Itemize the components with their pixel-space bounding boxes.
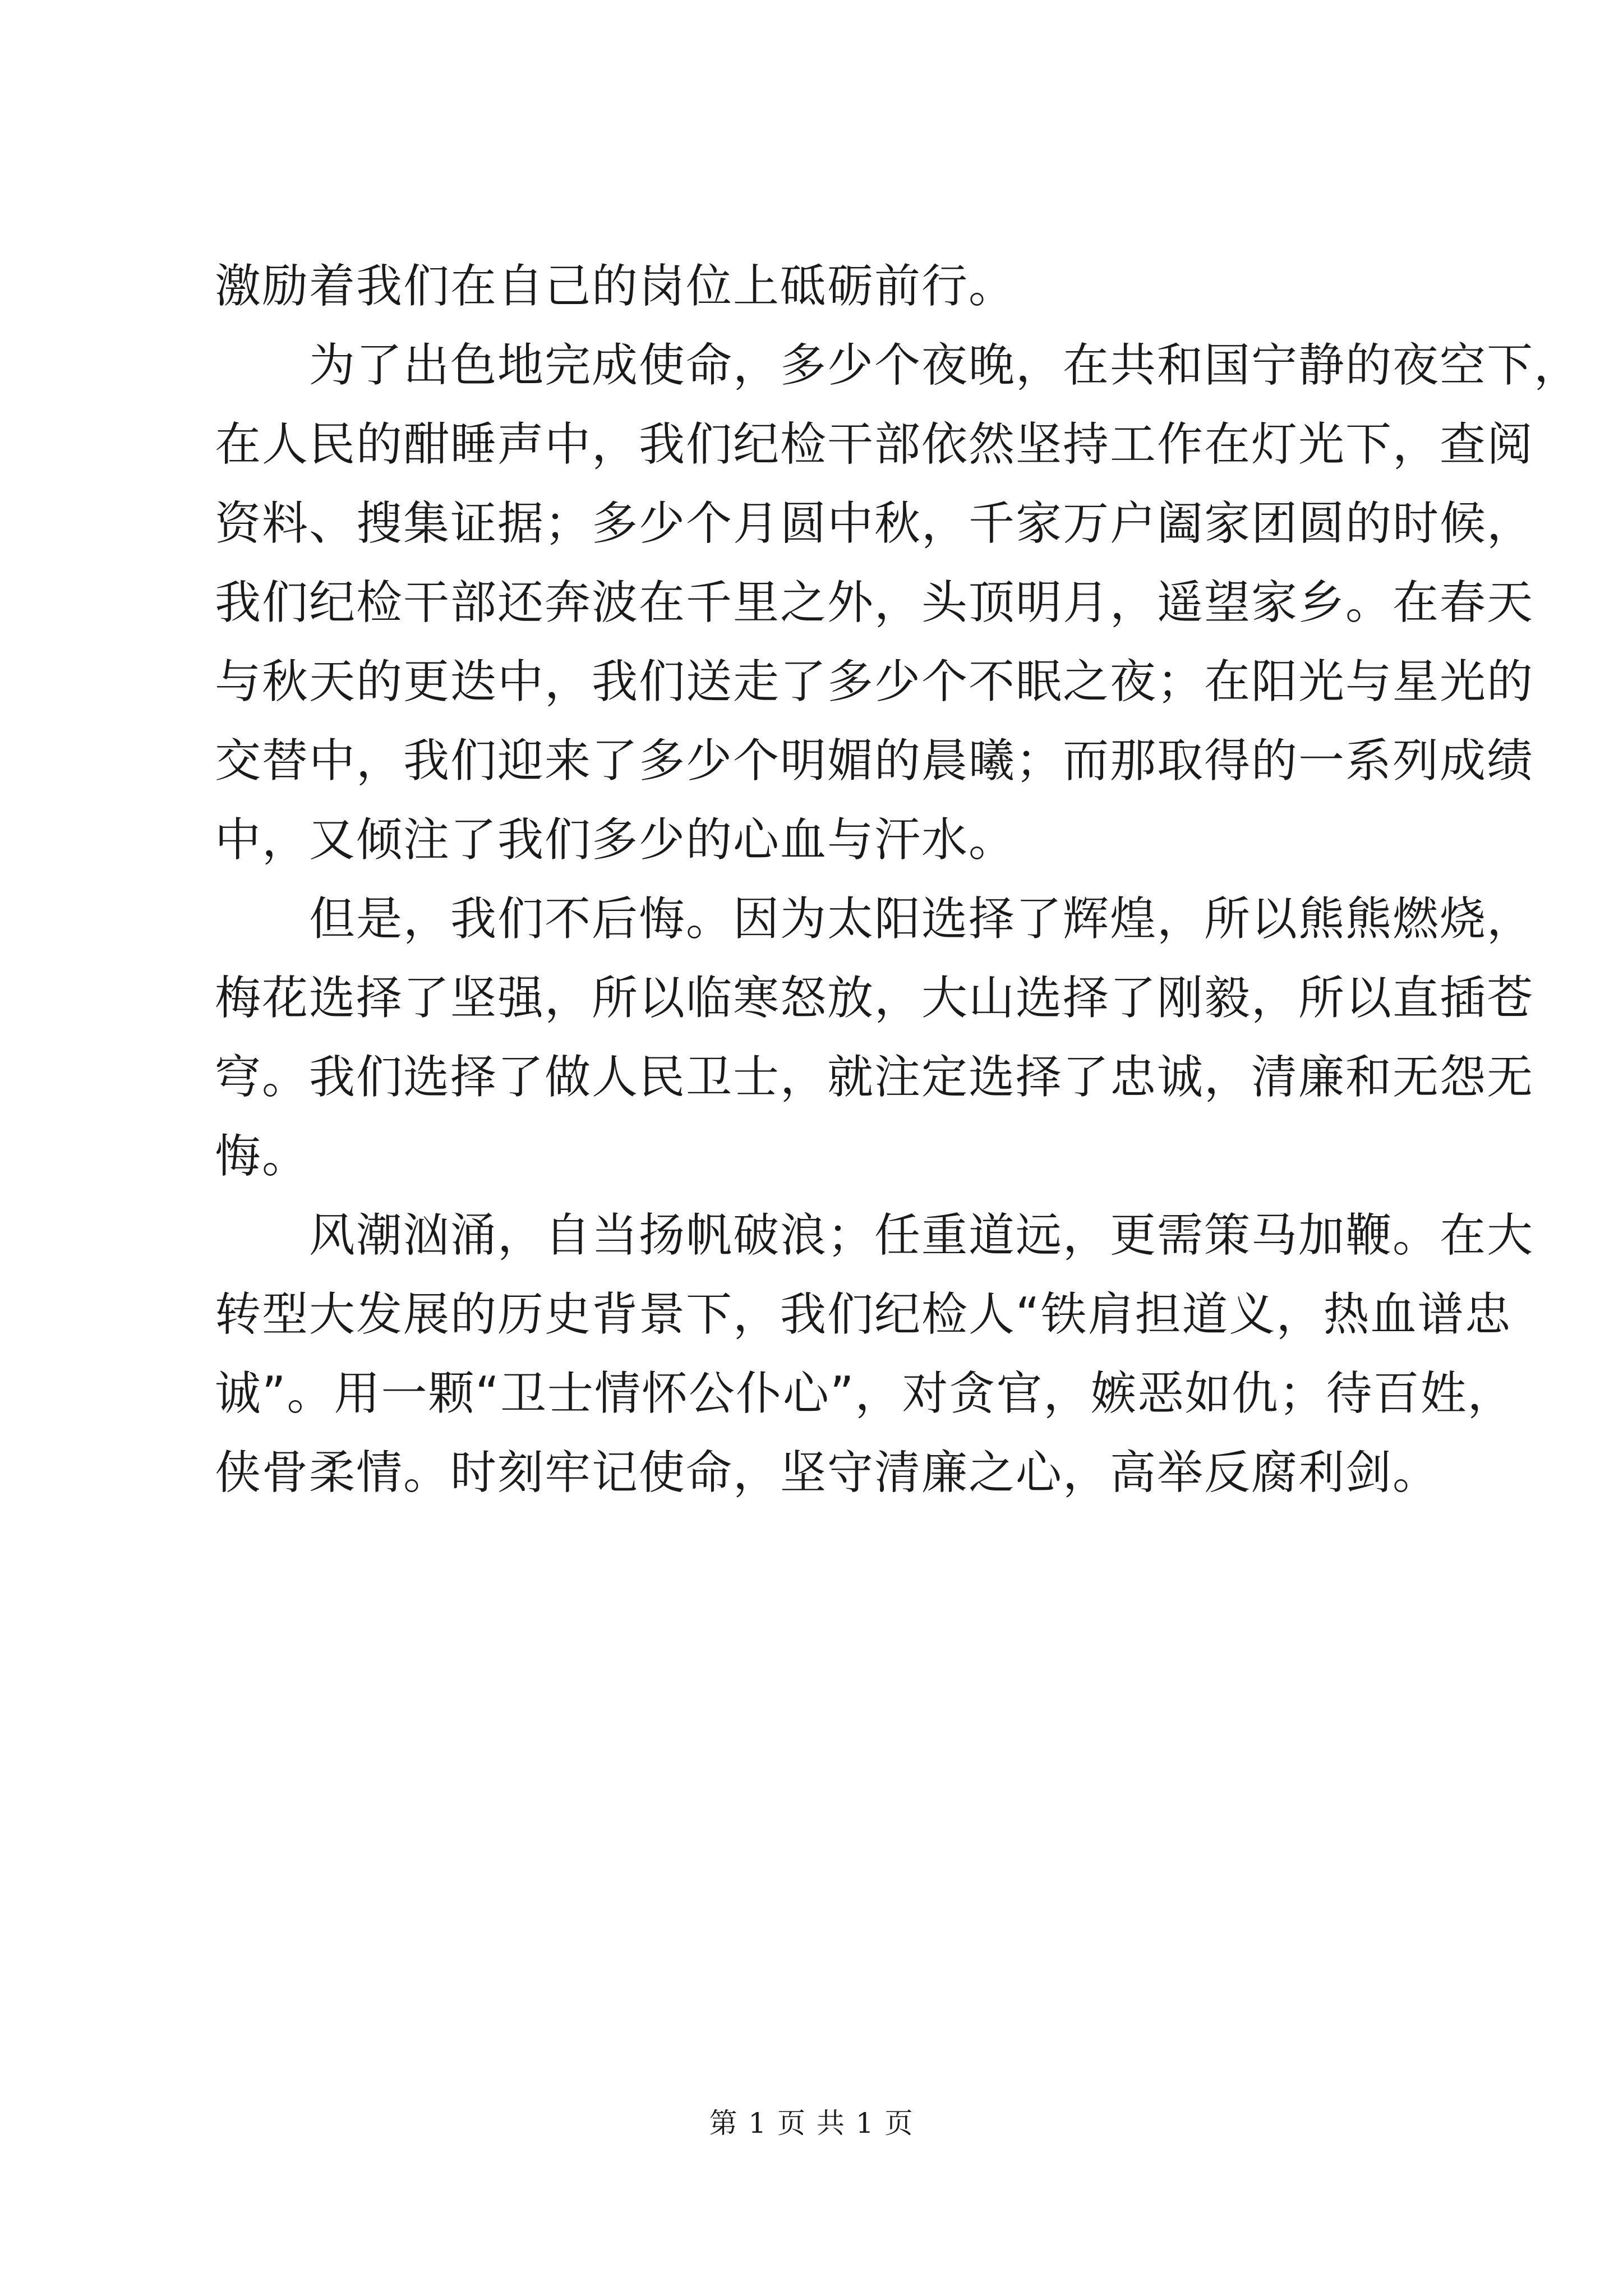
body-text: [215, 247, 1581, 1512]
page-number-footer: 第 1 页 共 1 页: [709, 2107, 914, 2139]
text-line: 资料、搜集证据；多少个月圆中秋，千家万户阖家团圆的时候，: [215, 497, 1534, 550]
text-line: 梅花选择了坚强，所以临寒怒放，大山选择了刚毅，所以直插苍: [215, 972, 1534, 1025]
text-line: 悔。: [215, 1130, 310, 1183]
text-line: 穹。我们选择了做人民卫士，就注定选择了忠诚，清廉和无怨无: [215, 1051, 1534, 1104]
text-line: 交替中，我们迎来了多少个明媚的晨曦；而那取得的一系列成绩: [215, 734, 1534, 788]
text-line: 转型大发展的历史背景下，我们纪检人“铁肩担道义，热血谱忠: [215, 1288, 1512, 1341]
text-line: 诚”。用一颗“卫士情怀公仆心”，对贪官，嫉恶如仇；待百姓，: [215, 1367, 1515, 1420]
text-line: 但是，我们不后悔。因为太阳选择了辉煌，所以熊熊燃烧，: [215, 892, 1534, 946]
text-line: 侠骨柔情。时刻牢记使命，坚守清廉之心，高举反腐利剑。: [215, 1446, 1440, 1499]
text-line: 风潮汹涌，自当扬帆破浪；任重道远，更需策马加鞭。在大: [215, 1209, 1534, 1262]
text-line: 在人民的酣睡声中，我们纪检干部依然坚持工作在灯光下，查阅: [215, 418, 1534, 471]
text-line: 中，又倾注了我们多少的心血与汗水。: [215, 813, 1016, 867]
text-line: 为了出色地完成使命，多少个夜晚，在共和国宁静的夜空下，: [215, 339, 1581, 392]
text-line: 激励着我们在自己的岗位上砥砺前行。: [215, 260, 1016, 313]
text-line: 我们纪检干部还奔波在千里之外，头顶明月，遥望家乡。在春天: [215, 576, 1534, 629]
text-line: 与秋天的更迭中，我们送走了多少个不眠之夜；在阳光与星光的: [215, 655, 1534, 708]
